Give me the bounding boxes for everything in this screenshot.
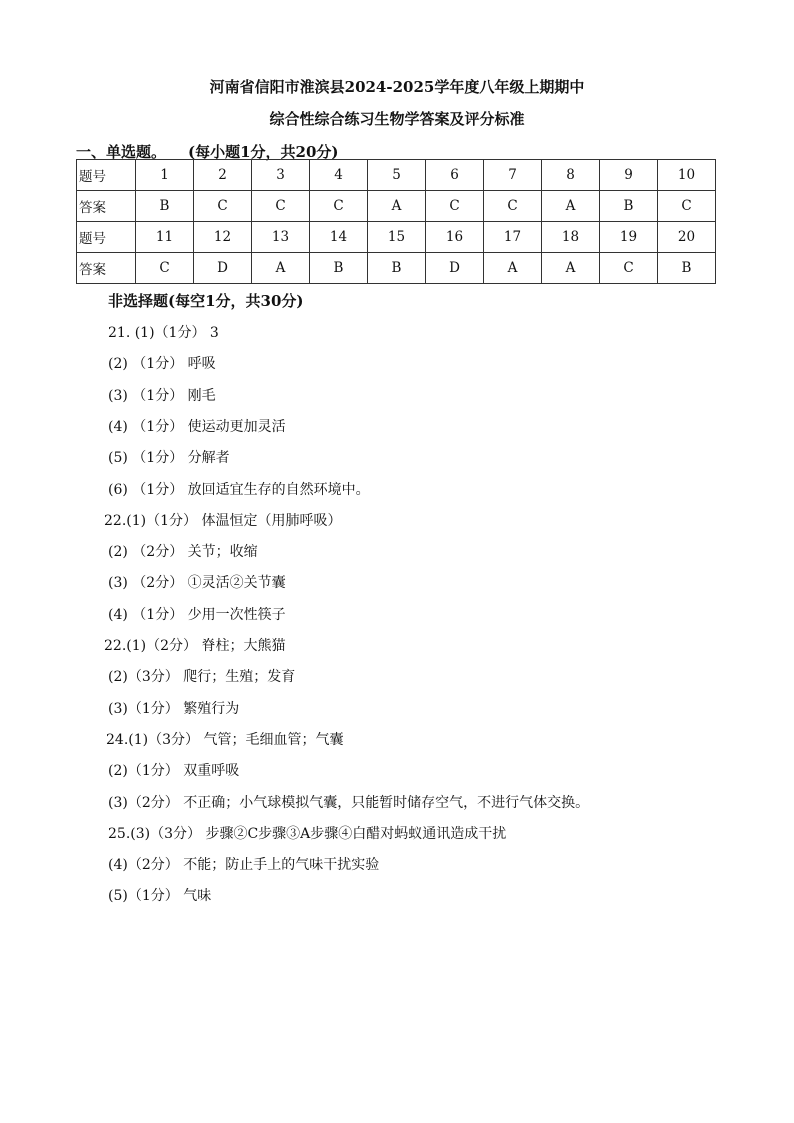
table-cell: 15 xyxy=(368,222,426,253)
table-cell: A xyxy=(252,253,310,284)
table-cell: B xyxy=(368,253,426,284)
table-cell: 17 xyxy=(484,222,542,253)
table-cell: 3 xyxy=(252,160,310,191)
table-cell: C xyxy=(194,191,252,222)
answer-line: (6) （1分） 放回适宜生存的自然环境中。 xyxy=(108,481,370,498)
table-cell: 10 xyxy=(658,160,716,191)
answer-line: (4) （1分） 使运动更加灵活 xyxy=(108,418,286,435)
answer-line: 24.(1)（3分） 气管；毛细血管；气囊 xyxy=(106,731,344,748)
table-cell: B xyxy=(310,253,368,284)
table-cell: A xyxy=(542,191,600,222)
answer-line: (3) （2分） ①灵活②关节囊 xyxy=(108,575,286,592)
table-cell: 11 xyxy=(136,222,194,253)
table-cell: A xyxy=(484,253,542,284)
row-label: 题号 xyxy=(77,222,136,253)
table-cell: 14 xyxy=(310,222,368,253)
table-cell: 16 xyxy=(426,222,484,253)
answer-line: (3)（2分） 不正确；小气球模拟气囊，只能暂时储存空气，不进行气体交换。 xyxy=(108,794,590,811)
answer-line: 25.(3)（3分） 步骤②C步骤③A步骤④白醋对蚂蚁通讯造成干扰 xyxy=(108,825,507,842)
answer-line: (3) （1分） 刚毛 xyxy=(108,387,216,404)
section-scoring-note: (每小题1分，共20分) xyxy=(188,143,339,161)
answer-line: (2)（3分） 爬行；生殖；发育 xyxy=(108,669,296,686)
answer-line: 22.(1)（2分） 脊柱；大熊猫 xyxy=(104,638,286,654)
table-cell: 4 xyxy=(310,160,368,191)
table-cell: C xyxy=(658,191,716,222)
answer-line: 22.(1)（1分） 体温恒定（用肺呼吸） xyxy=(104,512,342,529)
table-cell: 5 xyxy=(368,160,426,191)
answer-line: (3)（1分） 繁殖行为 xyxy=(108,700,240,717)
table-cell: C xyxy=(310,191,368,222)
answer-table xyxy=(76,159,716,284)
table-cell: C xyxy=(426,191,484,222)
table-cell: B xyxy=(136,191,194,222)
answer-line: (4) （1分） 少用一次性筷子 xyxy=(108,606,286,623)
answer-line: (2) （2分） 关节；收缩 xyxy=(108,544,258,561)
table-row xyxy=(77,222,716,253)
table-cell: 6 xyxy=(426,160,484,191)
table-row xyxy=(77,160,716,191)
table-cell: 18 xyxy=(542,222,600,253)
answer-line: (2) （1分） 呼吸 xyxy=(108,356,216,373)
row-label: 题号 xyxy=(77,160,136,191)
table-cell: A xyxy=(542,253,600,284)
table-cell: 12 xyxy=(194,222,252,253)
table-cell: 7 xyxy=(484,160,542,191)
row-label: 答案 xyxy=(77,191,136,222)
table-cell: 2 xyxy=(194,160,252,191)
answer-line: 21. (1)（1分） 3 xyxy=(108,325,219,341)
page-title: 河南省信阳市淮滨县2024-2025学年度八年级上期期中 xyxy=(209,78,585,96)
answer-line: (5) （1分） 分解者 xyxy=(108,450,230,467)
table-row xyxy=(77,191,716,222)
table-row xyxy=(77,253,716,284)
page-subtitle: 综合性综合练习生物学答案及评分标准 xyxy=(269,110,525,128)
answer-line: (2)（1分） 双重呼吸 xyxy=(108,763,240,780)
table-cell: C xyxy=(484,191,542,222)
table-cell: C xyxy=(600,253,658,284)
section-heading-non-choice: 非选择题(每空1分，共30分) xyxy=(108,292,304,310)
table-cell: D xyxy=(194,253,252,284)
table-cell: 9 xyxy=(600,160,658,191)
table-cell: A xyxy=(368,191,426,222)
table-cell: D xyxy=(426,253,484,284)
table-cell: B xyxy=(600,191,658,222)
table-cell: 1 xyxy=(136,160,194,191)
table-cell: 20 xyxy=(658,222,716,253)
row-label: 答案 xyxy=(77,253,136,284)
table-cell: B xyxy=(658,253,716,284)
table-cell: C xyxy=(252,191,310,222)
answer-line: (4)（2分） 不能；防止手上的气味干扰实验 xyxy=(108,857,380,874)
table-cell: 13 xyxy=(252,222,310,253)
answer-line: (5)（1分） 气味 xyxy=(108,888,212,905)
table-cell: 8 xyxy=(542,160,600,191)
section-title: 一、单选题。 xyxy=(76,143,167,161)
table-cell: C xyxy=(136,253,194,284)
table-cell: 19 xyxy=(600,222,658,253)
